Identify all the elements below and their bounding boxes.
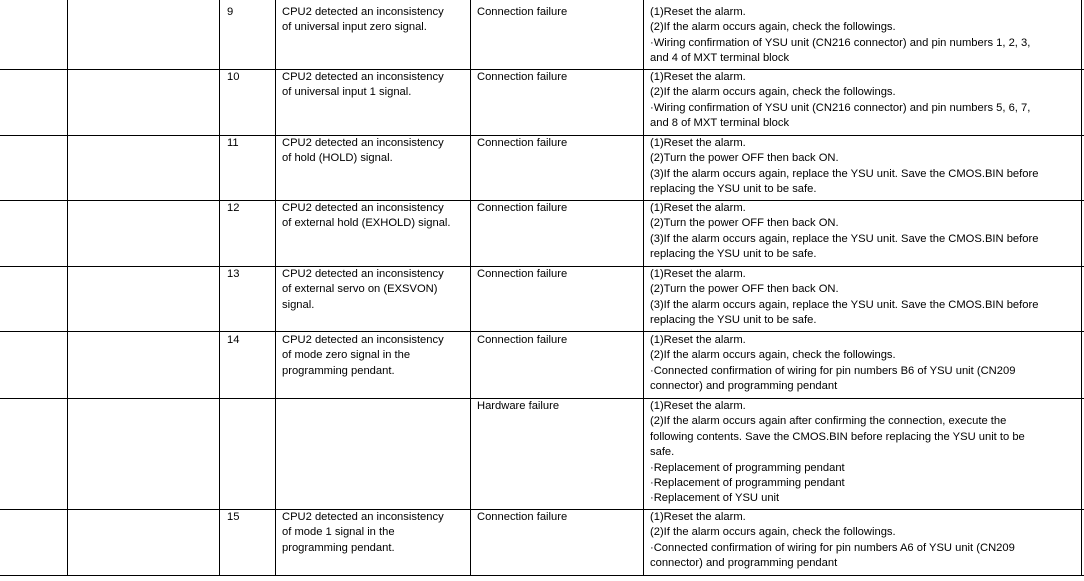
description-line: signal. bbox=[282, 298, 315, 311]
alarm-remedy bbox=[650, 5, 1030, 67]
remedy-line: connector) and programming pendant bbox=[650, 380, 838, 393]
alarm-remedy bbox=[650, 333, 1015, 395]
alarm-subcode: 13 bbox=[227, 268, 240, 280]
remedy-line: (1)Reset the alarm. bbox=[650, 71, 746, 83]
description-line: CPU2 detected an inconsistency bbox=[282, 268, 444, 280]
description-line: programming pendant. bbox=[282, 541, 395, 554]
remedy-line: (2)If the alarm occurs again, check the followings. bbox=[650, 349, 896, 362]
remedy-line: ·Wiring confirmation of YSU unit (CN216 connector) and pin numbers 1, 2, 3, bbox=[650, 36, 1031, 49]
remedy-line: (3)If the alarm occurs again, replace the YSU unit. Save the CMOS.BIN before bbox=[650, 167, 1039, 180]
remedy-line: (1)Reset the alarm. bbox=[650, 202, 746, 214]
remedy-line: ·Connected confirmation of wiring for pin numbers B6 of YSU unit (CN209 bbox=[650, 364, 1016, 377]
description-line: of mode zero signal in the bbox=[282, 349, 411, 362]
remedy-line: connector) and programming pendant bbox=[650, 557, 838, 570]
alarm-subcode: 12 bbox=[227, 202, 240, 214]
remedy-line: replacing the YSU unit to be safe. bbox=[650, 248, 817, 261]
row-divider bbox=[0, 331, 1084, 332]
description-line: of external servo on (EXSVON) bbox=[282, 283, 438, 296]
remedy-line: replacing the YSU unit to be safe. bbox=[650, 183, 817, 196]
remedy-line: (2)If the alarm occurs again after confirming the connection, execute the bbox=[650, 415, 1007, 428]
row-divider bbox=[0, 575, 1084, 576]
description-line: CPU2 detected an inconsistency bbox=[282, 6, 444, 18]
remedy-line: ·Wiring confirmation of YSU unit (CN216 connector) and pin numbers 5, 6, 7, bbox=[650, 101, 1031, 114]
alarm-description bbox=[282, 267, 444, 313]
description-line: of universal input 1 signal. bbox=[282, 86, 412, 99]
description-line: of mode 1 signal in the bbox=[282, 526, 395, 539]
column-divider bbox=[67, 0, 68, 576]
description-line: CPU2 detected an inconsistency bbox=[282, 334, 444, 346]
alarm-remedy bbox=[650, 267, 1038, 329]
remedy-line: (1)Reset the alarm. bbox=[650, 511, 746, 523]
description-line: CPU2 detected an inconsistency bbox=[282, 202, 444, 214]
description-line: CPU2 detected an inconsistency bbox=[282, 511, 444, 523]
alarm-remedy bbox=[650, 136, 1038, 198]
alarm-cause: Connection failure bbox=[477, 202, 568, 214]
alarm-subcode: 14 bbox=[227, 334, 240, 346]
alarm-subcode: 9 bbox=[227, 6, 234, 18]
column-divider bbox=[219, 0, 220, 576]
remedy-line: (3)If the alarm occurs again, replace the YSU unit. Save the CMOS.BIN before bbox=[650, 232, 1039, 245]
alarm-cause: Connection failure bbox=[477, 334, 568, 346]
alarm-cause: Connection failure bbox=[477, 137, 568, 149]
remedy-line: ·Connected confirmation of wiring for pin numbers A6 of YSU unit (CN209 bbox=[650, 541, 1015, 554]
alarm-cause: Connection failure bbox=[477, 511, 568, 523]
remedy-line: (3)If the alarm occurs again, replace the YSU unit. Save the CMOS.BIN before bbox=[650, 298, 1039, 311]
remedy-line: and 4 of MXT terminal block bbox=[650, 52, 790, 65]
description-line: of hold (HOLD) signal. bbox=[282, 152, 393, 165]
alarm-description bbox=[282, 333, 444, 379]
column-divider bbox=[470, 0, 471, 576]
alarm-remedy bbox=[650, 510, 1015, 572]
alarm-subcode: 15 bbox=[227, 511, 240, 523]
alarm-remedy bbox=[650, 201, 1038, 263]
remedy-line: ·Replacement of programming pendant bbox=[650, 477, 845, 490]
remedy-line: safe. bbox=[650, 446, 675, 459]
remedy-line: (1)Reset the alarm. bbox=[650, 400, 746, 412]
remedy-line: and 8 of MXT terminal block bbox=[650, 117, 790, 130]
remedy-line: ·Replacement of YSU unit bbox=[650, 492, 780, 505]
remedy-line: (1)Reset the alarm. bbox=[650, 334, 746, 346]
description-line: programming pendant. bbox=[282, 364, 395, 377]
alarm-cause: Connection failure bbox=[477, 268, 568, 280]
alarm-description bbox=[282, 70, 444, 101]
remedy-line: (2)Turn the power OFF then back ON. bbox=[650, 217, 839, 230]
remedy-line: (2)If the alarm occurs again, check the followings. bbox=[650, 21, 896, 34]
alarm-subcode: 11 bbox=[227, 137, 239, 149]
alarm-description bbox=[282, 5, 444, 36]
description-line: CPU2 detected an inconsistency bbox=[282, 137, 444, 149]
alarm-remedy bbox=[650, 70, 1030, 132]
alarm-description bbox=[282, 201, 451, 232]
description-line: of universal input zero signal. bbox=[282, 21, 427, 34]
description-line: CPU2 detected an inconsistency bbox=[282, 71, 444, 83]
alarm-cause: Connection failure bbox=[477, 71, 568, 83]
remedy-line: following contents. Save the CMOS.BIN before replacing the YSU unit to be bbox=[650, 430, 1025, 443]
column-divider bbox=[275, 0, 276, 576]
alarm-cause: Hardware failure bbox=[477, 400, 560, 412]
remedy-line: (1)Reset the alarm. bbox=[650, 268, 746, 280]
remedy-line: ·Replacement of programming pendant bbox=[650, 461, 845, 474]
alarm-remedy bbox=[650, 399, 1025, 507]
remedy-line: (2)Turn the power OFF then back ON. bbox=[650, 283, 839, 296]
remedy-line: replacing the YSU unit to be safe. bbox=[650, 314, 817, 327]
alarm-description bbox=[282, 136, 444, 167]
remedy-line: (1)Reset the alarm. bbox=[650, 6, 746, 18]
remedy-line: (2)If the alarm occurs again, check the followings. bbox=[650, 86, 896, 99]
alarm-description bbox=[282, 510, 444, 556]
alarm-cause: Connection failure bbox=[477, 6, 568, 18]
column-divider bbox=[643, 0, 644, 576]
remedy-line: (1)Reset the alarm. bbox=[650, 137, 746, 149]
alarm-subcode: 10 bbox=[227, 71, 240, 83]
description-line: of external hold (EXHOLD) signal. bbox=[282, 217, 451, 230]
remedy-line: (2)If the alarm occurs again, check the followings. bbox=[650, 526, 896, 539]
column-divider bbox=[1081, 0, 1082, 576]
remedy-line: (2)Turn the power OFF then back ON. bbox=[650, 152, 839, 165]
